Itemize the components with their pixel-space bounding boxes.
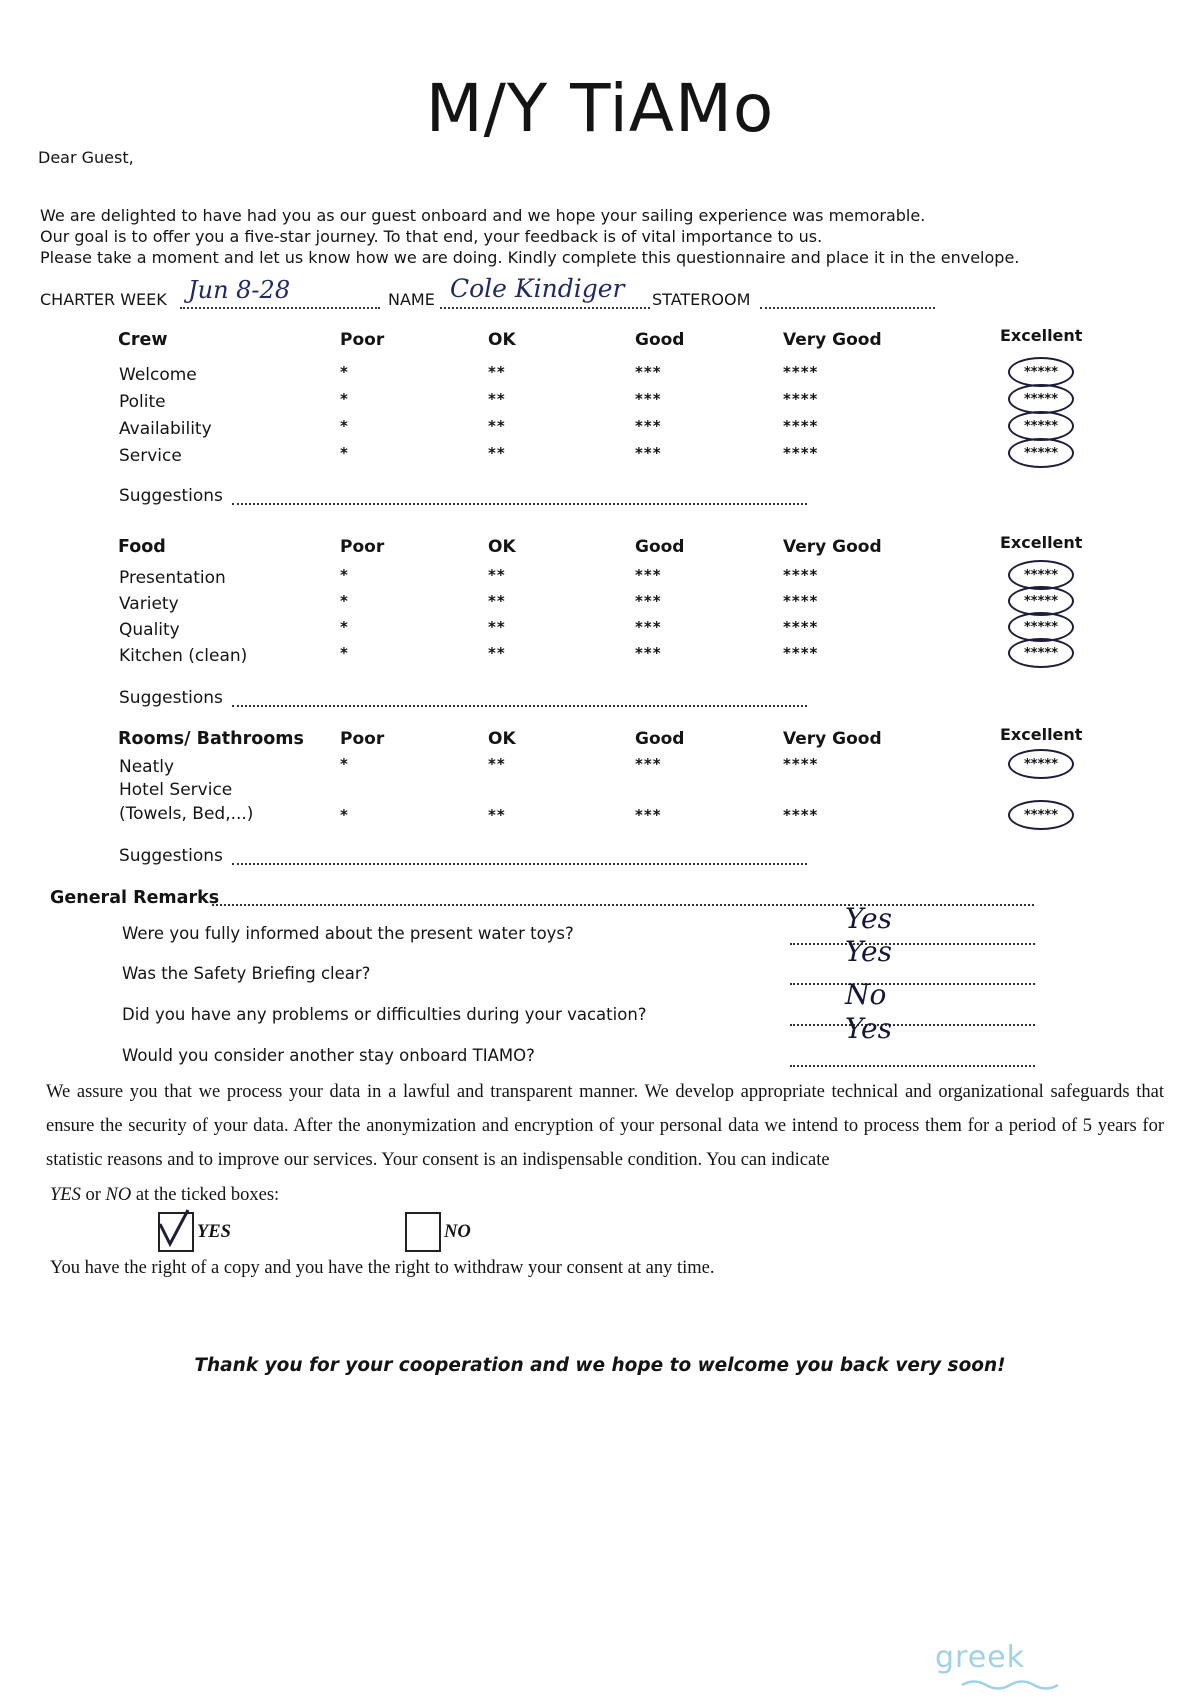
rating-option[interactable]: **** bbox=[783, 444, 819, 462]
remark-question: Was the Safety Briefing clear? bbox=[122, 964, 371, 983]
stateroom-line bbox=[760, 307, 935, 309]
rating-header: Very Good bbox=[783, 729, 882, 749]
suggestions-line bbox=[232, 705, 807, 707]
intro-line: Please take a moment and let us know how we are doing. Kindly complete this questionnaire and place it in the envelope. bbox=[40, 248, 1020, 267]
rating-option[interactable]: *** bbox=[635, 566, 662, 584]
excellent-selected-option[interactable]: ***** bbox=[1008, 384, 1074, 414]
remark-answer-line bbox=[790, 943, 1035, 945]
rating-option[interactable]: *** bbox=[635, 806, 662, 824]
remark-answer-line bbox=[790, 1024, 1035, 1026]
excellent-selected-option[interactable]: ***** bbox=[1008, 586, 1074, 616]
consent-rights: You have the right of a copy and you have the right to withdraw your consent at any time. bbox=[50, 1258, 715, 1278]
closing-message: Thank you for your cooperation and we hope to welcome you back very soon! bbox=[194, 1355, 1006, 1376]
remark-answer-line bbox=[790, 983, 1035, 985]
rating-option[interactable]: ** bbox=[488, 566, 506, 584]
excellent-selected-option[interactable]: ***** bbox=[1008, 438, 1074, 468]
rating-item-label: Welcome bbox=[119, 365, 197, 385]
rating-option[interactable]: **** bbox=[783, 755, 819, 773]
consent-no-checkbox[interactable] bbox=[405, 1212, 441, 1252]
charter-week-label: CHARTER WEEK bbox=[40, 290, 167, 309]
suggestions-line bbox=[232, 863, 807, 865]
rating-header: Good bbox=[635, 729, 685, 749]
instruction-or: or bbox=[85, 1185, 101, 1205]
excellent-selected-option[interactable]: ***** bbox=[1008, 411, 1074, 441]
intro-line: Our goal is to offer you a five-star journey. To that end, your feedback is of vital importance to us. bbox=[40, 227, 823, 246]
remark-question: Would you consider another stay onboard TIAMO? bbox=[122, 1046, 535, 1065]
rating-option[interactable]: **** bbox=[783, 592, 819, 610]
rating-option[interactable]: *** bbox=[635, 417, 662, 435]
section-title: Crew bbox=[118, 330, 168, 350]
rating-item-label: Neatly bbox=[119, 757, 175, 777]
excellent-selected-option[interactable]: ***** bbox=[1008, 800, 1074, 830]
rating-header: Poor bbox=[340, 537, 385, 557]
suggestions-label: Suggestions bbox=[119, 688, 223, 708]
remark-answer-line bbox=[790, 1065, 1035, 1067]
excellent-selected-option[interactable]: ***** bbox=[1008, 357, 1074, 387]
rating-option[interactable]: *** bbox=[635, 363, 662, 381]
rating-option[interactable]: ** bbox=[488, 644, 506, 662]
rating-option[interactable]: ** bbox=[488, 417, 506, 435]
rating-option[interactable]: * bbox=[340, 806, 349, 824]
consent-paragraph: We assure you that we process your data in a lawful and transparent manner. We develop appropriate technical and organizational safeguards that ensure the security of your data. After the anonymization and encryption of your personal data we intend to process them for a period of 5 years for statistic reasons and to improve our services. Your consent is an indispensable condition. You can indicate bbox=[46, 1082, 1164, 1170]
rating-option[interactable]: * bbox=[340, 363, 349, 381]
remark-answer[interactable]: No bbox=[845, 978, 887, 1011]
excellent-selected-option[interactable]: ***** bbox=[1008, 612, 1074, 642]
rating-option[interactable]: *** bbox=[635, 390, 662, 408]
rating-option[interactable]: ** bbox=[488, 592, 506, 610]
instruction-yes: YES bbox=[50, 1185, 81, 1205]
consent-yes-label: YES bbox=[197, 1222, 231, 1242]
rating-option[interactable]: **** bbox=[783, 390, 819, 408]
charter-week-value[interactable]: Jun 8-28 bbox=[188, 276, 291, 304]
rating-option[interactable]: * bbox=[340, 644, 349, 662]
rating-item-label: Quality bbox=[119, 620, 180, 640]
suggestions-label: Suggestions bbox=[119, 846, 223, 866]
suggestions-label: Suggestions bbox=[119, 486, 223, 506]
rating-header: Good bbox=[635, 330, 685, 350]
excellent-selected-option[interactable]: ***** bbox=[1008, 560, 1074, 590]
remark-answer[interactable]: Yes bbox=[845, 935, 892, 968]
rating-option[interactable]: ** bbox=[488, 755, 506, 773]
suggestions-line bbox=[232, 503, 807, 505]
rating-option[interactable]: ** bbox=[488, 444, 506, 462]
rating-header: OK bbox=[488, 537, 516, 557]
rating-item-label: Variety bbox=[119, 594, 179, 614]
rating-option[interactable]: **** bbox=[783, 644, 819, 662]
consent-instruction bbox=[50, 1185, 279, 1206]
section-title: Food bbox=[118, 537, 166, 557]
rating-header: Excellent bbox=[1000, 533, 1083, 552]
rating-option[interactable]: * bbox=[340, 390, 349, 408]
rating-item-label: Hotel Service bbox=[119, 780, 233, 800]
remark-answer[interactable]: Yes bbox=[845, 1012, 892, 1045]
section-title: Rooms/ Bathrooms bbox=[118, 729, 304, 749]
remark-question: Were you fully informed about the present water toys? bbox=[122, 924, 574, 943]
rating-option[interactable]: *** bbox=[635, 444, 662, 462]
rating-header: Poor bbox=[340, 330, 385, 350]
rating-option[interactable]: *** bbox=[635, 618, 662, 636]
rating-option[interactable]: * bbox=[340, 755, 349, 773]
rating-item-label: Availability bbox=[119, 419, 212, 439]
rating-option[interactable]: **** bbox=[783, 618, 819, 636]
intro-paragraph bbox=[40, 205, 1019, 268]
checkmark-icon bbox=[156, 1208, 192, 1248]
greeting: Dear Guest, bbox=[38, 148, 134, 167]
excellent-selected-option[interactable]: ***** bbox=[1008, 638, 1074, 668]
rating-header: Very Good bbox=[783, 537, 882, 557]
general-remarks-line bbox=[212, 904, 1034, 906]
rating-option[interactable]: * bbox=[340, 618, 349, 636]
rating-option[interactable]: *** bbox=[635, 644, 662, 662]
rating-option[interactable]: * bbox=[340, 417, 349, 435]
rating-option[interactable]: *** bbox=[635, 755, 662, 773]
rating-item-label: (Towels, Bed,...) bbox=[119, 804, 254, 824]
excellent-selected-option[interactable]: ***** bbox=[1008, 749, 1074, 779]
consent-yes-checkbox[interactable] bbox=[158, 1212, 194, 1252]
charter-week-line bbox=[180, 307, 380, 309]
name-label: NAME bbox=[388, 290, 435, 309]
rating-header: Very Good bbox=[783, 330, 882, 350]
instruction-rest: at the ticked boxes: bbox=[135, 1185, 280, 1205]
rating-item-label: Service bbox=[119, 446, 182, 466]
rating-option[interactable]: **** bbox=[783, 806, 819, 824]
rating-option[interactable]: ** bbox=[488, 363, 506, 381]
rating-option[interactable]: **** bbox=[783, 363, 819, 381]
remark-answer[interactable]: Yes bbox=[845, 902, 892, 935]
document-title: M/Y TiAMo bbox=[425, 70, 775, 147]
intro-line: We are delighted to have had you as our guest onboard and we hope your sailing experience was memorable. bbox=[40, 206, 926, 225]
rating-header: Poor bbox=[340, 729, 385, 749]
rating-item-label: Kitchen (clean) bbox=[119, 646, 248, 666]
rating-header: OK bbox=[488, 330, 516, 350]
rating-item-label: Presentation bbox=[119, 568, 226, 588]
consent-no-label: NO bbox=[444, 1222, 471, 1242]
rating-item-label: Polite bbox=[119, 392, 166, 412]
watermark-text: greek bbox=[935, 1640, 1026, 1675]
remark-question: Did you have any problems or difficulties during your vacation? bbox=[122, 1005, 647, 1024]
rating-option[interactable]: * bbox=[340, 444, 349, 462]
rating-option[interactable]: ** bbox=[488, 390, 506, 408]
rating-header: Excellent bbox=[1000, 326, 1083, 345]
general-remarks-label: General Remarks bbox=[50, 888, 220, 908]
rating-option[interactable]: **** bbox=[783, 417, 819, 435]
stateroom-label: STATEROOM bbox=[652, 290, 751, 309]
rating-option[interactable]: **** bbox=[783, 566, 819, 584]
rating-header: OK bbox=[488, 729, 516, 749]
name-line bbox=[440, 307, 650, 309]
name-value[interactable]: Cole Kindiger bbox=[450, 274, 625, 303]
rating-header: Excellent bbox=[1000, 725, 1083, 744]
rating-option[interactable]: ** bbox=[488, 806, 506, 824]
rating-option[interactable]: * bbox=[340, 592, 349, 610]
rating-option[interactable]: ** bbox=[488, 618, 506, 636]
rating-header: Good bbox=[635, 537, 685, 557]
wave-icon bbox=[960, 1678, 1070, 1692]
rating-option[interactable]: *** bbox=[635, 592, 662, 610]
instruction-no: NO bbox=[105, 1185, 132, 1205]
rating-option[interactable]: * bbox=[340, 566, 349, 584]
